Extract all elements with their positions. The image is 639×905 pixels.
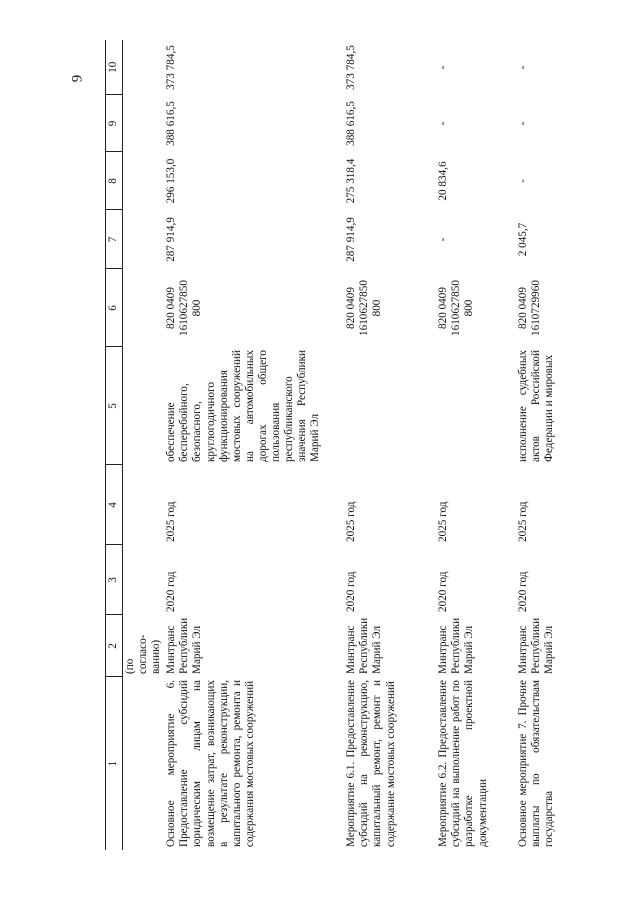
expected-result [344,347,436,465]
expected-result: обеспечение бесперебойного, безопасного, круглогодичного функционирования мостовых сооружений на автомобильных дорогах общего пользования республиканского значения Республики Марий Эл [165,350,322,462]
rotated-table-page [105,40,621,850]
col-header-5: 5 [106,347,123,465]
value-col9: 388 616,5 [345,101,358,146]
col-header-7: 7 [106,210,123,269]
end-year: 2025 год [345,501,358,542]
program-measures-table [105,40,586,850]
budget-code: 820 0409 1610729960 [517,280,543,336]
value-col10: - [437,65,450,70]
value-col10: 373 784,5 [165,45,178,90]
value-col9: 388 616,5 [165,101,178,146]
col-header-3: 3 [106,545,123,615]
value-col9: - [437,121,450,126]
col-header-1: 1 [106,677,123,850]
executor: Минтранс Республики Марий Эл [517,617,556,674]
table-row [516,40,586,850]
executor: Минтранс Республики Марий Эл [345,617,384,674]
column-number-row [106,40,123,850]
value-col9: - [517,121,530,126]
table-row [164,40,344,850]
start-year: 2020 год [437,571,450,612]
value-col7: 2 045,7 [517,222,530,257]
table-row [344,40,436,850]
executor: Минтранс Республики Марий Эл [437,617,476,674]
executor-note: (по согласо-ванию) [124,634,163,674]
measure-name: Основное мероприятие 6. Предоставление субсидий юридическим лицам на возмещение затрат, возникающих в результате реконструкции, капитального ремонта, ремонта и содержания мостовых сооружений [165,680,256,847]
budget-code: 820 0409 1610627850 800 [437,280,476,336]
start-year: 2020 год [517,571,530,612]
end-year: 2025 год [517,501,530,542]
col-header-10: 10 [106,40,123,95]
value-col7: - [437,237,450,242]
measure-name: Основное мероприятие 7. Прочие выплаты по обязательствам государства [517,680,556,847]
page-number: 9 [69,74,86,83]
value-col7: 287 914,9 [165,217,178,262]
executor: Минтранс Республики Марий Эл [165,617,204,674]
value-col10: - [517,65,530,70]
value-col8: 296 153,0 [165,158,178,204]
col-header-2: 2 [106,615,123,677]
value-col8: 20 834,6 [437,161,450,201]
note-row [123,40,165,850]
value-col8: 275 318,4 [345,158,358,204]
end-year: 2025 год [437,501,450,542]
start-year: 2020 год [165,571,178,612]
value-col7: 287 914,9 [345,217,358,262]
value-col8: - [517,179,530,183]
col-header-8: 8 [106,152,123,210]
col-header-4: 4 [106,465,123,545]
budget-code: 820 0409 1610627850 800 [345,280,384,336]
col-header-9: 9 [106,95,123,152]
measure-name: Мероприятие 6.2. Предоставление субсидий на выполнение работ по разработке проектной документации [437,680,489,847]
value-col10: 373 784,5 [345,45,358,90]
measure-name: Мероприятие 6.1. Предоставление субсидий на реконструкцию, капитальный ремонт, ремонт и содержание мостовых сооружений [345,680,397,847]
expected-result: исполнение судебных актов Российской Федерации и мировых [517,350,556,462]
start-year: 2020 год [345,571,358,612]
col-header-6: 6 [106,269,123,347]
budget-code: 820 0409 1610627850 800 [165,280,204,336]
end-year: 2025 год [165,501,178,542]
table-row [436,40,516,850]
expected-result [436,347,516,465]
